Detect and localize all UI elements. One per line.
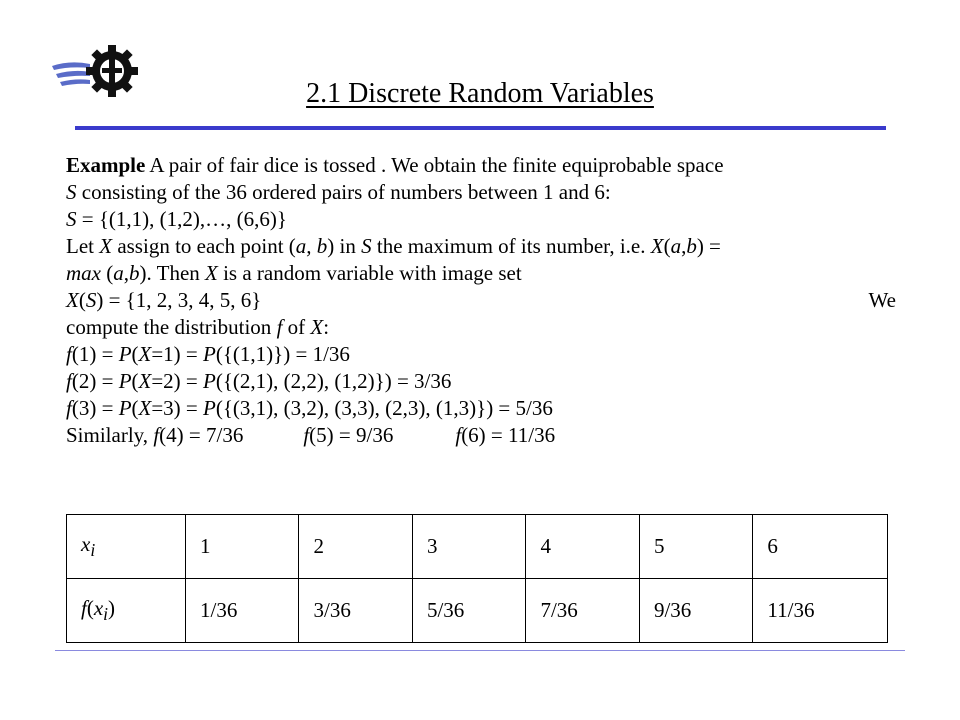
table-cell: 6 — [753, 515, 888, 579]
math-symbol: P — [203, 342, 216, 366]
text-fragment: ) = {1, 2, 3, 4, 5, 6} — [96, 288, 262, 312]
text-fragment: A pair of fair dice is tossed . We obtain the finite equiprobable space — [145, 153, 724, 177]
image-set-expression — [66, 287, 261, 314]
math-symbol: f — [153, 423, 160, 447]
text-line-5 — [66, 260, 896, 287]
math-symbol: X — [310, 315, 324, 339]
math-symbol: X — [138, 342, 152, 366]
table-cell: 5/36 — [412, 579, 525, 643]
math-symbol: P — [118, 369, 132, 393]
math-symbol: f — [81, 595, 87, 620]
table-cell: 5 — [639, 515, 752, 579]
text-line-6 — [66, 287, 896, 314]
text-line-9 — [66, 368, 896, 395]
math-symbol: X — [99, 234, 113, 258]
text-fragment: =2) = — [151, 369, 204, 393]
table-cell: 3 — [412, 515, 525, 579]
table-row-x — [67, 515, 888, 579]
text-fragment: ( — [131, 369, 139, 393]
text-line-2 — [66, 179, 896, 206]
text-fragment: Let — [66, 234, 100, 258]
text-line-3 — [66, 206, 896, 233]
math-symbol: f — [276, 315, 283, 339]
table-cell: 9/36 — [639, 579, 752, 643]
text-fragment: ({(1,1)}) = 1/36 — [215, 342, 350, 366]
math-symbol: S — [85, 288, 97, 312]
table-cell: 11/36 — [753, 579, 888, 643]
math-symbol: max — [66, 261, 101, 285]
text-line-7 — [66, 314, 896, 341]
math-symbol: f — [66, 342, 72, 366]
text-fragment: We — [868, 288, 896, 312]
text-fragment: =1) = — [151, 342, 204, 366]
text-fragment: ( — [131, 396, 139, 420]
table-row-f — [67, 579, 888, 643]
text-fragment: Similarly, — [66, 423, 154, 447]
math-subscript: i — [90, 540, 96, 561]
text-fragment: : — [323, 315, 330, 339]
math-symbol: a, b — [295, 234, 328, 258]
table-header-f — [67, 579, 186, 643]
text-line-1 — [66, 152, 896, 179]
math-symbol: x — [81, 531, 91, 556]
text-fragment: = {(1,1), (1,2),…, (6,6)} — [76, 207, 287, 231]
text-fragment: , — [123, 261, 129, 285]
math-symbol: a — [113, 261, 124, 285]
title-divider — [75, 126, 886, 130]
text-fragment: =3) = — [151, 396, 204, 420]
page-title: 2.1 Discrete Random Variables — [306, 78, 654, 109]
text-fragment: (5) = 9/36 — [309, 423, 394, 447]
example-paragraph — [66, 152, 896, 449]
math-symbol: b — [129, 261, 140, 285]
text-line-8 — [66, 341, 896, 368]
math-symbol: f — [303, 423, 310, 447]
math-symbol: S — [66, 180, 77, 204]
math-symbol: X — [205, 261, 218, 285]
table-cell: 7/36 — [526, 579, 639, 643]
math-symbol: X — [138, 396, 152, 420]
text-fragment: of — [282, 315, 311, 339]
text-fragment: (6) = 11/36 — [461, 423, 556, 447]
math-symbol: P — [203, 396, 216, 420]
math-symbol: f — [66, 396, 72, 420]
text-fragment: compute the distribution — [66, 315, 277, 339]
math-symbol: S — [66, 207, 77, 231]
math-symbol: P — [118, 342, 132, 366]
text-fragment: ( — [101, 261, 114, 285]
text-line-11 — [66, 422, 896, 449]
text-fragment: consisting of the 36 ordered pairs of numbers between 1 and 6: — [76, 180, 611, 204]
table-cell: 1 — [186, 515, 299, 579]
text-fragment: ( — [86, 595, 94, 620]
text-line-4 — [66, 233, 896, 260]
text-fragment: ( — [131, 342, 139, 366]
math-symbol: f — [455, 423, 462, 447]
math-symbol: X — [138, 369, 152, 393]
table-header-x — [67, 515, 186, 579]
table-cell: 4 — [526, 515, 639, 579]
math-symbol: X — [650, 234, 664, 258]
example-label: Example — [66, 153, 146, 177]
text-fragment: , — [681, 234, 687, 258]
math-symbol: f — [66, 369, 72, 393]
math-symbol: S — [361, 234, 372, 258]
text-fragment: ( — [663, 234, 671, 258]
table-cell: 2 — [299, 515, 412, 579]
math-subscript: i — [103, 604, 109, 625]
text-fragment: ). Then — [139, 261, 206, 285]
text-fragment: ) in — [327, 234, 362, 258]
text-fragment: (1) = — [71, 342, 119, 366]
table-cell: 1/36 — [186, 579, 299, 643]
text-fragment: is a random variable with image set — [217, 261, 522, 285]
distribution-table — [66, 514, 888, 643]
text-fragment: the maximum of its number, i.e. — [371, 234, 651, 258]
text-fragment: ) = — [696, 234, 721, 258]
math-symbol: P — [118, 396, 132, 420]
text-fragment: ) — [108, 595, 116, 620]
math-symbol: x — [93, 595, 104, 620]
footer-divider — [55, 650, 905, 651]
text-fragment: ({(2,1), (2,2), (1,2)}) = 3/36 — [215, 369, 452, 393]
text-fragment: (3) = — [71, 396, 119, 420]
table-cell: 3/36 — [299, 579, 412, 643]
math-symbol: X — [66, 288, 79, 312]
math-symbol: P — [203, 369, 216, 393]
text-fragment: ( — [78, 288, 86, 312]
text-fragment: (2) = — [71, 369, 119, 393]
text-fragment: assign to each point ( — [112, 234, 296, 258]
text-fragment: ({(3,1), (3,2), (3,3), (2,3), (1,3)}) = 5/36 — [215, 396, 553, 420]
text-fragment: (4) = 7/36 — [159, 423, 244, 447]
math-symbol: a — [670, 234, 682, 258]
math-symbol: b — [686, 234, 697, 258]
text-line-10 — [66, 395, 896, 422]
